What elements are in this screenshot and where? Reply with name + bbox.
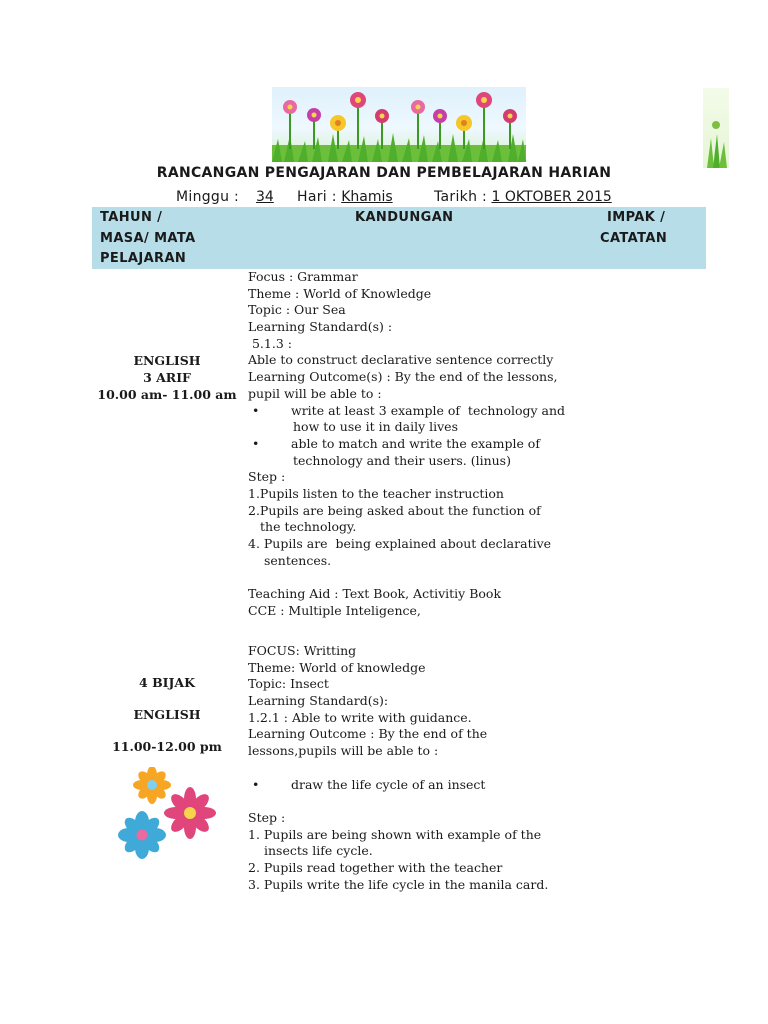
lesson1-line: Learning Outcome(s) : By the end of the lessons, — [248, 369, 558, 385]
lesson1-bullet-cont: technology and their users. (linus) — [293, 452, 511, 468]
lesson1-step-label: Step : — [248, 469, 286, 485]
header-col2: KANDUNGAN — [355, 210, 454, 225]
grass-corner-decoration — [703, 88, 729, 168]
lesson2-line: FOCUS: Writting — [248, 643, 357, 658]
lesson1-teaching-aid: Teaching Aid : Text Book, Activitiy Book — [248, 586, 502, 602]
lesson2-line: lessons,pupils will be able to : — [248, 743, 439, 759]
lesson2-step: 3. Pupils write the life cycle in the manila card. — [248, 876, 549, 892]
lesson2-line: Topic: Insect — [248, 676, 329, 692]
lesson1-step: 4. Pupils are being explained about declarative — [248, 536, 552, 551]
lesson1-line: Able to construct declarative sentence correctly — [248, 352, 554, 368]
lesson2-class: 4 BIJAK — [139, 675, 195, 690]
lesson2-bullet: • draw the life cycle of an insect — [248, 777, 578, 794]
header-col1-line2: MASA/ MATA — [100, 231, 196, 246]
lesson1-line: Topic : Our Sea — [248, 302, 346, 318]
lesson1-step-cont: sentences. — [264, 552, 332, 568]
lesson2-info — [92, 674, 242, 755]
lesson2-step-label: Step : — [248, 809, 286, 825]
lesson2-step: 1. Pupils are being shown with example of the — [248, 826, 542, 842]
lesson2-line: Learning Standard(s): — [248, 693, 389, 709]
minggu-field — [176, 189, 274, 205]
lesson2-content — [248, 643, 578, 893]
lesson1-line: 5.1.3 : — [248, 335, 292, 351]
flower-banner-image — [272, 87, 526, 162]
tarikh-label: Tarikh : — [434, 189, 488, 205]
lesson1-bullet: • able to match and write the example of — [248, 436, 578, 453]
table-header — [92, 207, 706, 269]
hari-field — [297, 189, 393, 205]
header-col3-line2: CATATAN — [600, 231, 668, 246]
lesson1-class: 3 ARIF — [143, 370, 191, 385]
header-col1-line3: PELAJARAN — [100, 251, 187, 266]
lesson1-time: 10.00 am- 11.00 am — [97, 387, 237, 402]
flowers-decoration — [116, 767, 220, 863]
lesson2-step-cont: insects life cycle. — [264, 843, 373, 859]
lesson1-line: Theme : World of Knowledge — [248, 285, 432, 301]
hari-label: Hari : — [297, 189, 337, 205]
lesson2-line: Learning Outcome : By the end of the — [248, 726, 488, 742]
lesson1-bullet: • write at least 3 example of technology and — [248, 403, 578, 420]
lesson2-line: 1.2.1 : Able to write with guidance. — [248, 709, 472, 725]
lesson2-time: 11.00-12.00 pm — [112, 739, 222, 754]
header-col1-line1: TAHUN / — [100, 210, 163, 225]
minggu-value: 34 — [255, 189, 274, 205]
lesson1-content — [248, 269, 578, 619]
minggu-label: Minggu : — [176, 189, 240, 205]
lesson1-info — [92, 352, 242, 403]
lesson1-line: Learning Standard(s) : — [248, 319, 393, 335]
lesson1-cce: CCE : Multiple Inteligence, — [248, 602, 421, 618]
tarikh-value: 1 OKTOBER 2015 — [491, 189, 612, 205]
lesson1-line: pupil will be able to : — [248, 385, 382, 401]
lesson1-line: Focus : Grammar — [248, 269, 358, 284]
lesson2-subject: ENGLISH — [133, 707, 201, 722]
tarikh-field — [434, 189, 612, 205]
lesson1-step: 1.Pupils listen to the teacher instruction — [248, 485, 504, 501]
lesson1-step-cont: the technology. — [260, 519, 357, 535]
header-col3-line1: IMPAK / — [607, 210, 666, 225]
lesson2-step: 2. Pupils read together with the teacher — [248, 859, 503, 875]
lesson2-line: Theme: World of knowledge — [248, 659, 426, 675]
document-title: RANCANGAN PENGAJARAN DAN PEMBELAJARAN HARIAN — [156, 165, 612, 181]
hari-value: Khamis — [341, 189, 393, 205]
lesson1-subject: ENGLISH — [133, 353, 201, 368]
lesson1-step: 2.Pupils are being asked about the function of — [248, 502, 541, 518]
lesson1-bullet-cont: how to use it in daily lives — [293, 419, 458, 435]
